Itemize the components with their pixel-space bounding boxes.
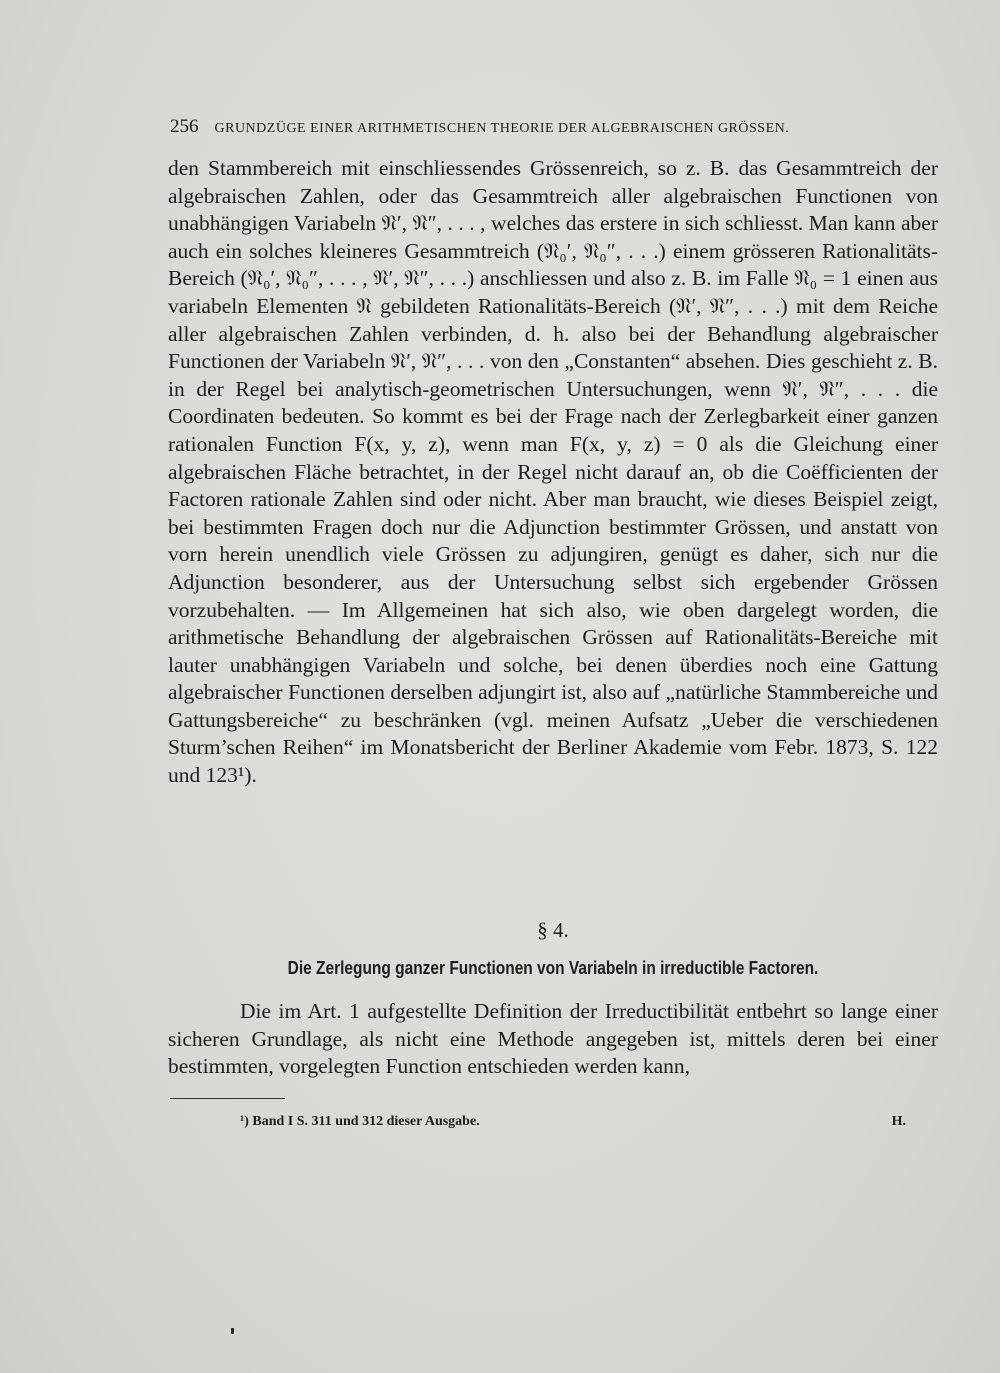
- section-body: [168, 998, 938, 1081]
- footnote-initial: H.: [891, 1114, 906, 1129]
- footnote-rule: [170, 1098, 285, 1099]
- footnote-text: ¹) Band I S. 311 und 312 dieser Ausgabe.: [240, 1114, 480, 1129]
- section-paragraph: Die im Art. 1 aufgestellte Definition der Irreductibilität entbehrt so lange einer sicheren Grundlage, als nicht eine Methode angegeben ist, mittels deren bei einer bestimmten, vorgelegten Function entschieden werden kann,: [168, 999, 938, 1078]
- footnote: [240, 1114, 906, 1130]
- section-title: Die Zerlegung ganzer Functionen von Variabeln in irreductible Factoren.: [287, 958, 819, 978]
- ink-speck: [231, 1328, 234, 1334]
- section-number: § 4.: [537, 918, 569, 942]
- page-number: 256: [170, 116, 199, 137]
- running-header: [170, 116, 900, 138]
- running-title: GRUNDZÜGE EINER ARITHMETISCHEN THEORIE DER ALGEBRAISCHEN GRÖSSEN.: [214, 121, 790, 136]
- body-text: [168, 155, 938, 790]
- body-paragraph: den Stammbereich mit einschliessendes Grössenreich, so z. B. das Gesammtreich der algebraischen Zahlen, oder das Gesammtreich aller algebraischen Functionen von unabhängigen Variabeln 𝔑′, 𝔑″, . . . , welches das erstere in sich schliesst. Man kann aber auch ein solches kleineres Gesammtreich (𝔑₀′, 𝔑₀″, . . .) einem grösseren Rationalitäts-Bereich (𝔑₀′, 𝔑₀″, . . . , 𝔑′, 𝔑″, . . .) anschliessen und also z. B. im Falle 𝔑₀ = 1 einen aus variabeln Elementen 𝔑 gebildeten Rationalitäts-Bereich (𝔑′, 𝔑″, . . .) mit dem Reiche aller algebraischen Zahlen verbinden, d. h. also bei der Behandlung algebraischer Functionen der Variabeln 𝔑′, 𝔑″, . . . von den „Constanten“ absehen. Dies geschieht z. B. in der Regel bei analytisch-geometrischen Untersuchungen, wenn 𝔑′, 𝔑″, . . . die Coordinaten bedeuten. So kommt es bei der Frage nach der Zerlegbarkeit einer ganzen rationalen Function F(x, y, z), wenn man F(x, y, z) = 0 als die Gleichung einer algebraischen Fläche betrachtet, in der Regel nicht darauf an, ob die Coëfficienten der Factoren rationale Zahlen sind oder nicht. Aber man braucht, wie dieses Beispiel zeigt, bei bestimmten Fragen doch nur die Adjunction bestimmter Grössen, und anstatt von vorn herein unendlich viele Grössen zu adjungiren, genügt es daher, sich nur die Adjunction besonderer, aus der Untersuchung selbst sich ergebender Grössen vorzubehalten. — Im Allgemeinen hat sich also, wie oben dargelegt worden, die arithmetische Behandlung der algebraischen Grössen auf Rationalitäts-Bereiche mit lauter unabhängigen Variabeln und solche, bei denen überdies noch eine Gattung algebraischer Functionen derselben adjungirt ist, also auf „natürliche Stammbereiche und Gattungsbereiche“ zu beschränken (vgl. meinen Aufsatz „Ueber die verschiedenen Sturm’schen Reihen“ im Monatsbericht der Berliner Akademie vom Febr. 1873, S. 122 und 123¹).: [168, 156, 938, 788]
